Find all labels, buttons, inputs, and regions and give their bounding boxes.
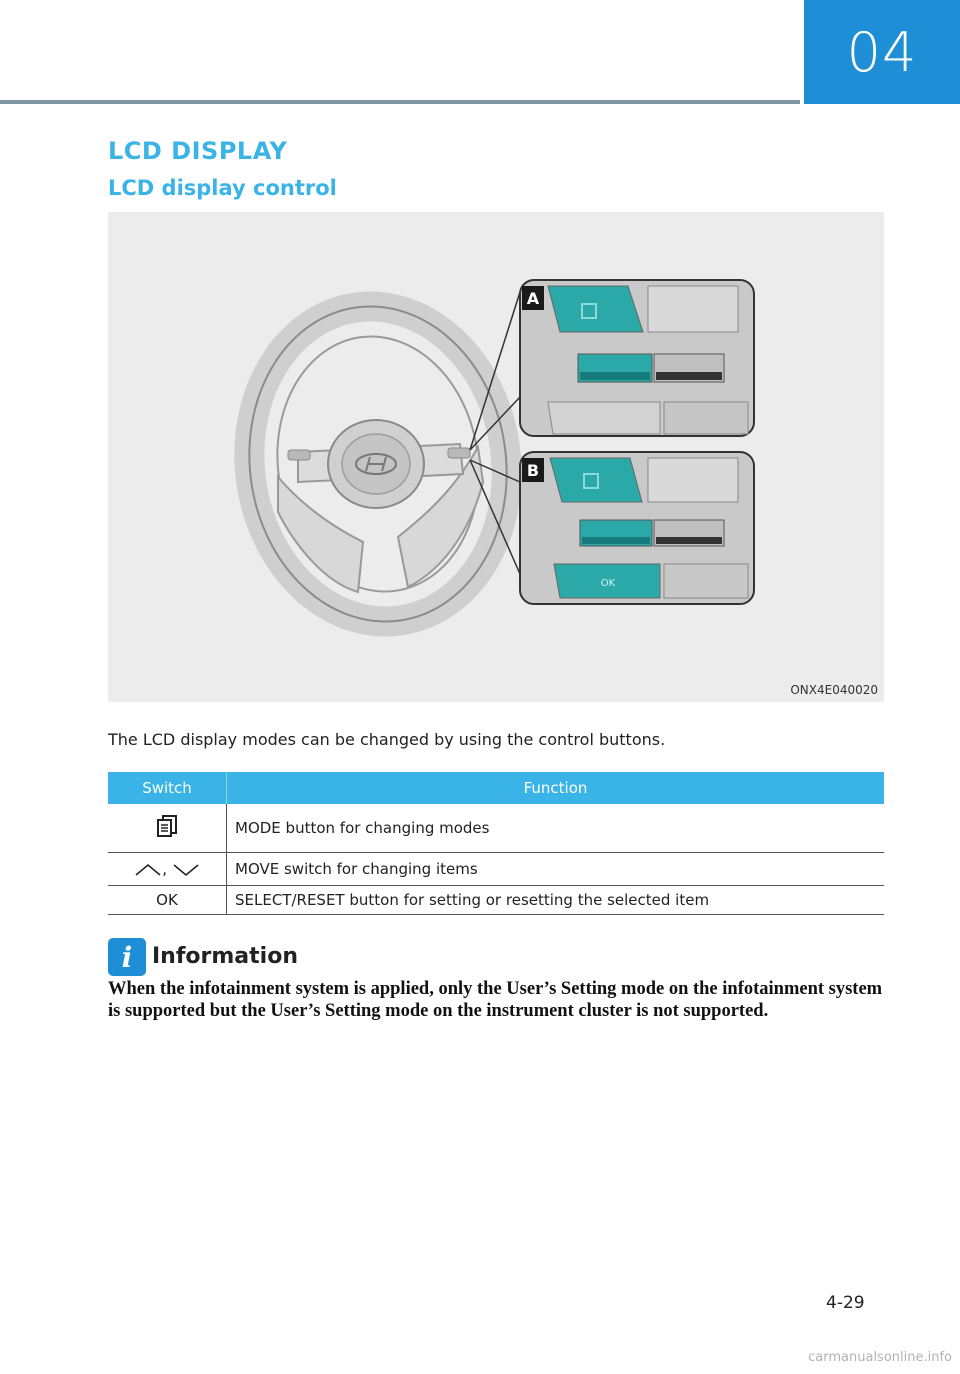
callout-ok: OK [600,578,616,589]
section-title: LCD DISPLAY [108,137,288,165]
detail-b [520,452,754,604]
header-switch: Switch [108,772,227,804]
mode-icon [156,814,178,838]
table-header-row [108,772,884,804]
header-rule [0,100,800,104]
chapter-tab: 04 [804,0,960,104]
steering-wheel-illustration [108,212,884,702]
function-cell: SELECT/RESET button for setting or resetting the selected item [227,886,885,915]
information-title: Information [152,944,298,969]
callout-b: B [526,461,540,480]
table-row [108,853,884,886]
switch-cell: OK [108,886,227,915]
intro-text: The LCD display modes can be changed by using the control buttons. [108,730,666,749]
steering-wheel-figure [108,212,884,702]
chevron-down-icon [172,863,200,877]
header-function: Function [227,772,885,804]
function-cell: MOVE switch for changing items [227,853,885,886]
detail-a [520,280,754,436]
page-number: 4-29 [826,1293,865,1313]
callout-a: A [526,289,540,308]
function-cell: MODE button for changing modes [227,804,885,853]
steering-wheel [229,290,526,639]
table-row [108,886,884,915]
watermark: carmanualsonline.info [808,1350,952,1365]
info-icon: i [108,938,146,976]
function-table [108,772,884,915]
information-body: When the infotainment system is applied, only the User’s Setting mode on the infotainment system is supported but the User’s Setting mode on the instrument cluster is not supported. [108,979,883,1021]
switch-cell [108,853,227,886]
chevron-up-icon [134,863,162,877]
subsection-title: LCD display control [108,176,337,200]
switch-cell [108,804,227,853]
table-row [108,804,884,853]
separator: , [162,860,167,878]
figure-code: ONX4E040020 [790,683,878,697]
